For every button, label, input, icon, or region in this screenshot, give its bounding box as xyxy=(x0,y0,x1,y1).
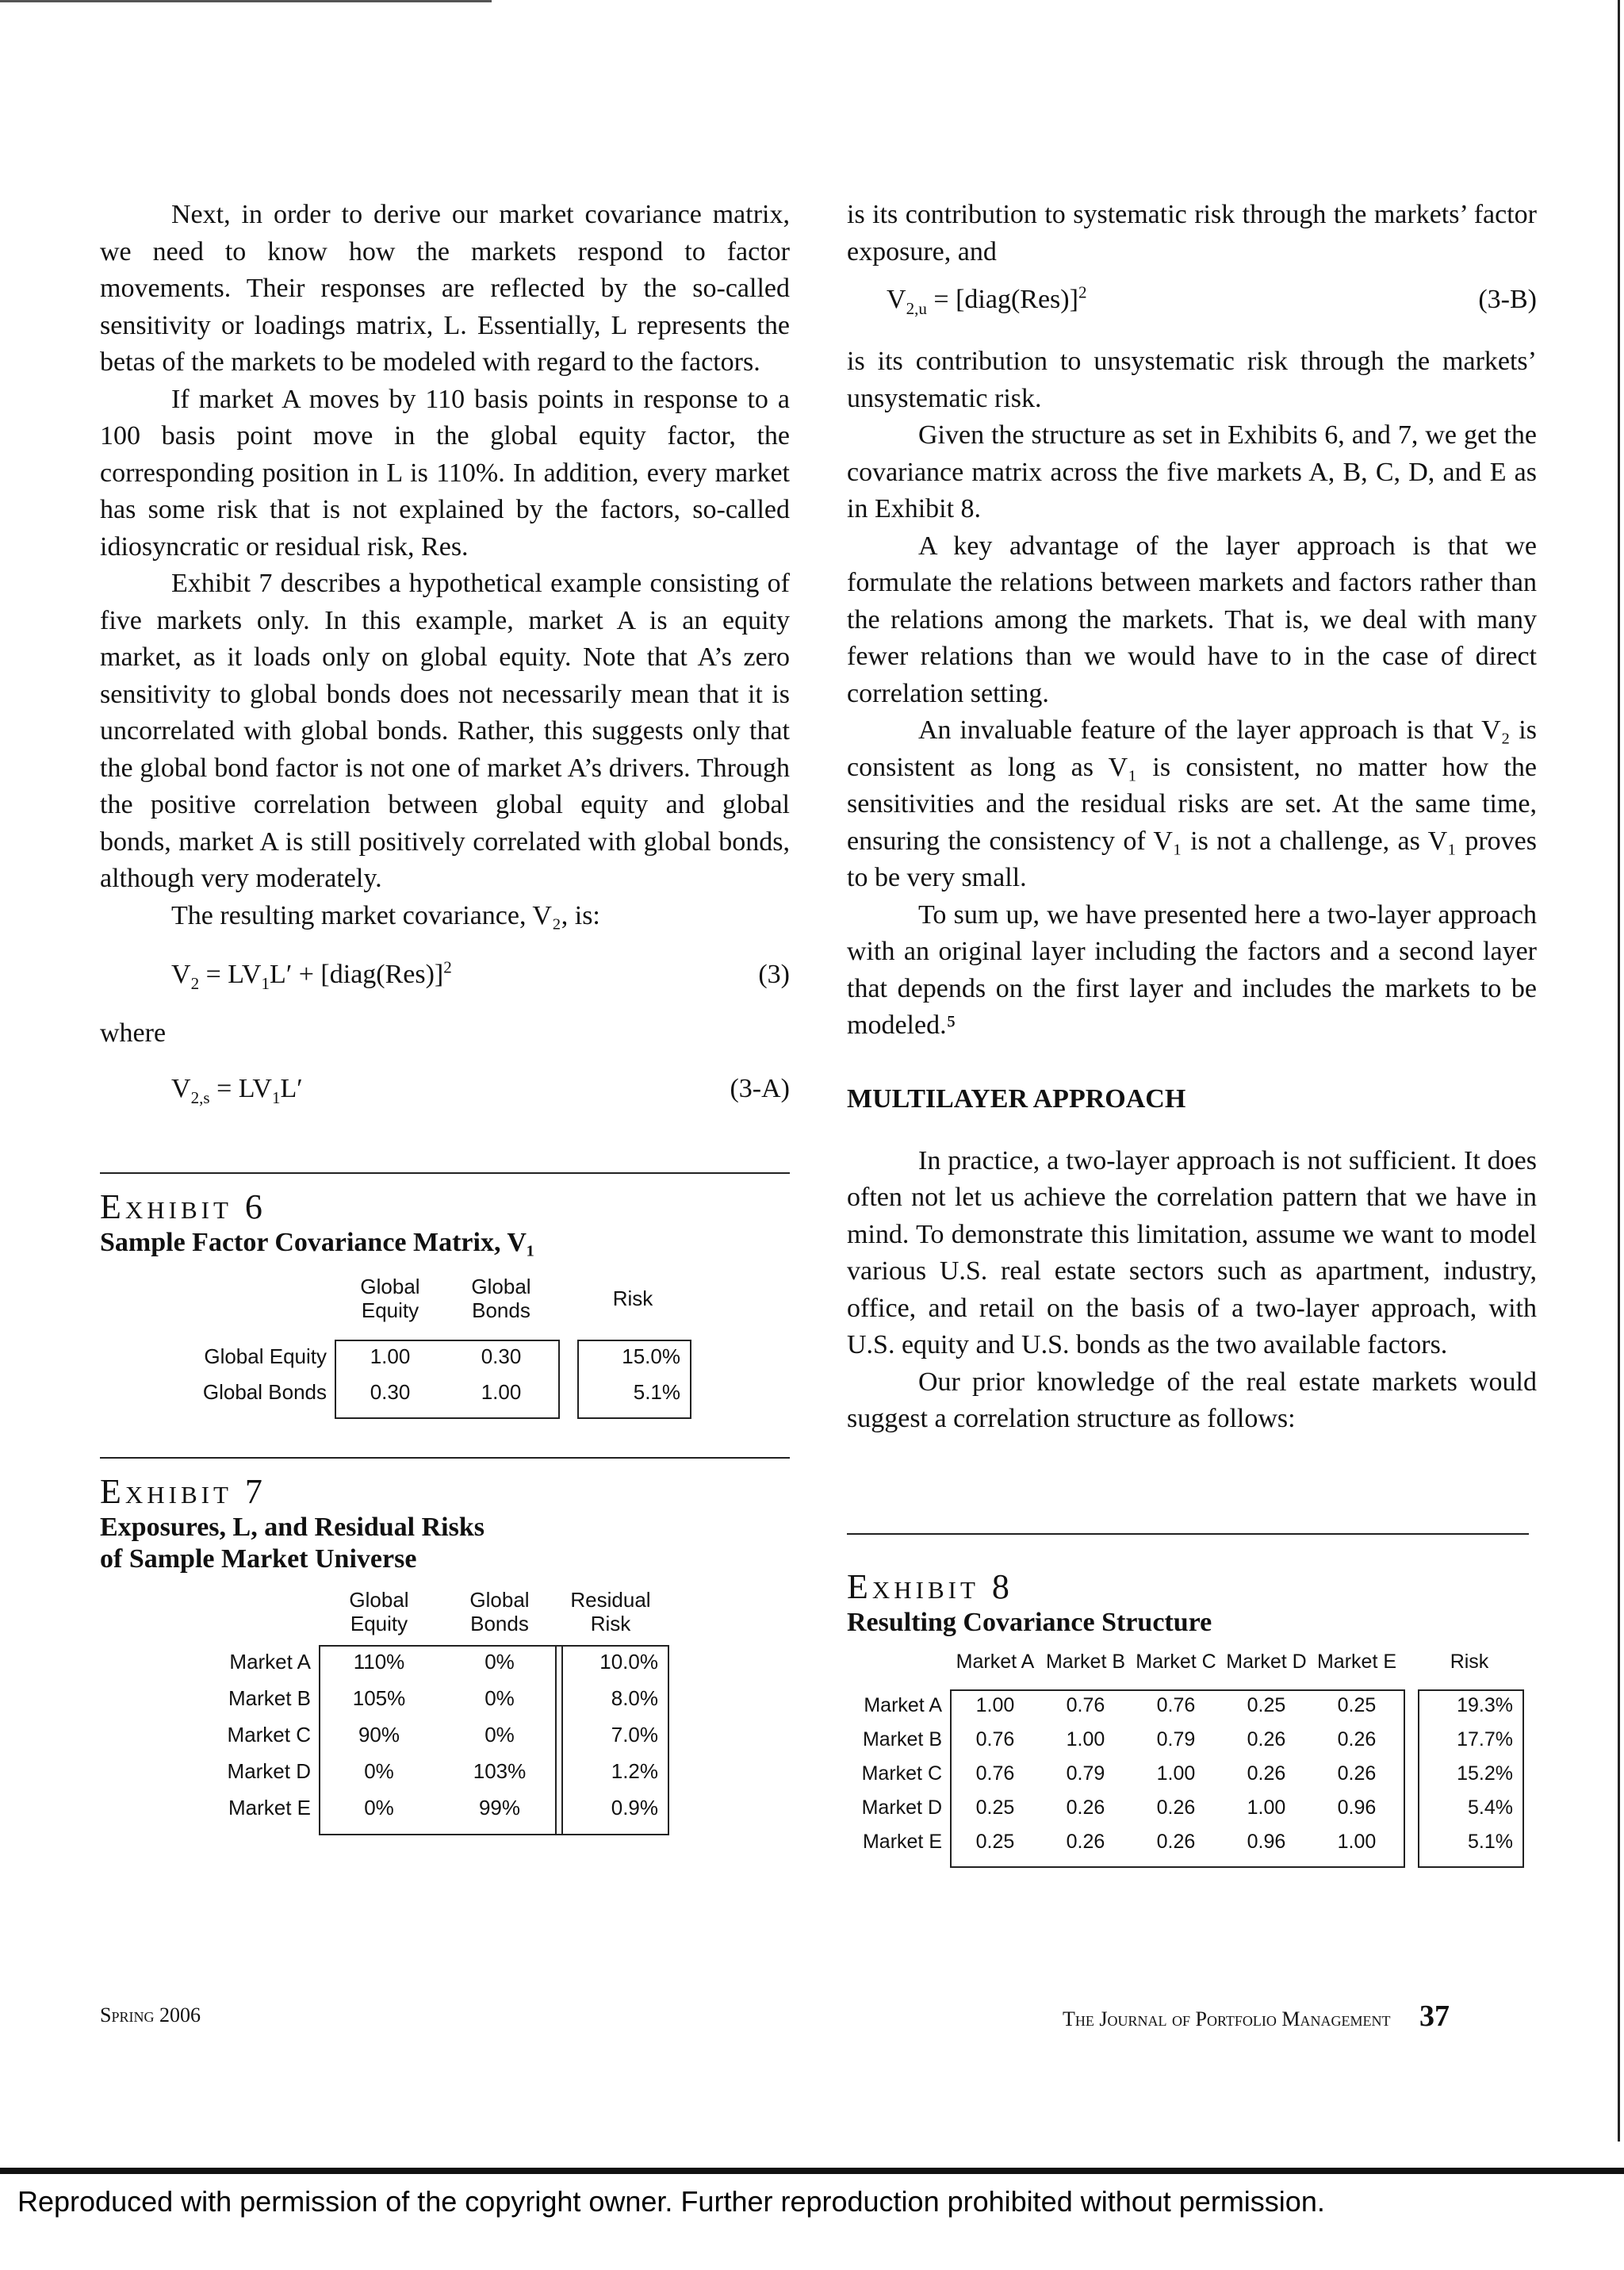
equation-3b-formula: $V_{2,u}$ = [diag(Res)]$^2$ xyxy=(887,282,1087,318)
exhibit-7-title-line-1: Exposures, L, and Residual Risks xyxy=(100,1513,485,1542)
exhibit7-row-label: Market C xyxy=(227,1723,311,1747)
exhibit8-cell: 0.26 xyxy=(1337,1762,1377,1785)
exhibit7-row-label: Market D xyxy=(227,1759,311,1783)
exhibit7-risk-cell: 1.2% xyxy=(611,1759,658,1783)
exhibit8-risk-cell: 15.2% xyxy=(1457,1762,1513,1785)
right-column xyxy=(847,197,1537,1888)
section-heading: MULTILAYER APPROACH xyxy=(847,1083,1186,1114)
exhibit7-risk-header: Residual Risk xyxy=(570,1588,651,1635)
exhibit8-row-label: Market E xyxy=(862,1830,942,1853)
exhibit-6-title: Sample Factor Covariance Matrix, V₁ xyxy=(100,1228,535,1257)
exhibit-6-label: Exhibit 6 xyxy=(100,1187,266,1226)
exhibit-7-label: Exhibit 7 xyxy=(100,1472,266,1511)
exhibit-8-label: Exhibit 8 xyxy=(847,1566,1013,1606)
exhibit8-cell: 0.25 xyxy=(1337,1693,1377,1716)
exhibit-8-rule xyxy=(847,1533,1529,1535)
exhibit8-col-header: Market A xyxy=(956,1650,1035,1673)
exhibit8-cell: 0.96 xyxy=(1247,1830,1286,1853)
where-label: where xyxy=(100,1018,167,1048)
exhibit8-cell: 0.26 xyxy=(1247,1762,1286,1785)
exhibit7-cell: 110% xyxy=(353,1650,405,1674)
exhibit7-cell: 0% xyxy=(364,1796,394,1819)
top-rule xyxy=(0,0,492,2)
exhibit8-cell: 1.00 xyxy=(1066,1727,1105,1750)
equation-3-number: (3) xyxy=(758,960,790,989)
exhibit6-cell: 1.00 xyxy=(481,1380,522,1404)
permission-notice: Reproduced with permission of the copyright owner. Further reproduction prohibited without permission. xyxy=(17,2185,1325,2218)
exhibit8-row-label: Market A xyxy=(864,1693,942,1716)
exhibit8-cell: 0.26 xyxy=(1066,1796,1105,1819)
exhibit8-cell: 0.96 xyxy=(1337,1796,1377,1819)
page-edge xyxy=(1618,0,1620,2142)
page-number: 37 xyxy=(1419,2000,1450,2033)
exhibit6-cell: 1.00 xyxy=(370,1344,411,1368)
exhibit8-cell: 0.26 xyxy=(1247,1727,1286,1750)
left-paragraph-3: Exhibit 7 describes a hypothetical example consisting of five markets only. In this example, market A is an equity market, as it loads only on global equity. Note that A’s zero sensitivity to global bonds does not necessarily mean that it is uncorrelated with global bonds. Rather, this suggests only that the global bond factor is not one of market A’s drivers. Through the positive correlation between global equity and global bonds, market A is still positively correlated with global bonds, although very moderately. xyxy=(100,569,790,893)
right-paragraph-3: Given the structure as set in Exhibits 6, and 7, we get the covariance matrix across the five markets A, B, C, D, and E as in Exhibit 8. xyxy=(847,420,1537,523)
left-column xyxy=(100,197,790,1850)
exhibit8-cell: 1.00 xyxy=(1156,1762,1196,1785)
exhibit6-risk-cell: 5.1% xyxy=(633,1380,680,1404)
exhibit8-col-header: Market E xyxy=(1316,1650,1397,1673)
exhibit8-cell: 1.00 xyxy=(975,1693,1015,1716)
exhibit6-cell: 0.30 xyxy=(370,1380,411,1404)
exhibit6-row-label: Global Bonds xyxy=(202,1380,327,1404)
exhibit-7-table xyxy=(100,1588,790,1850)
exhibit7-row-label: Market A xyxy=(229,1650,311,1674)
exhibit8-row-label: Market B xyxy=(862,1727,942,1750)
exhibit8-risk-header: Risk xyxy=(1450,1650,1489,1673)
exhibit7-col-header: Global Equity xyxy=(349,1588,409,1635)
exhibit7-risk-cell: 7.0% xyxy=(611,1723,658,1747)
equation-3b xyxy=(847,275,1537,343)
exhibit8-cell: 0.76 xyxy=(1156,1693,1196,1716)
exhibit-6-table xyxy=(100,1275,790,1425)
left-paragraph-2: If market A moves by 110 basis points in response to a 100 basis point move in the global equity factor, the corresponding position in L is 110%. In addition, every market has some risk that is not explained by the factors, so-called idiosyncratic or residual risk, Res. xyxy=(100,384,790,562)
exhibit8-risk-cell: 17.7% xyxy=(1457,1727,1513,1750)
exhibit6-col-header: Global Bonds xyxy=(471,1275,531,1322)
left-paragraph-1: Next, in order to derive our market covariance matrix, we need to know how the markets respond to factor movements. Their responses are reflected by the so-called sensitivity or loadings matrix, L. Essentially, L represents the betas of the markets to be modeled with regard to the factors. xyxy=(100,200,790,377)
exhibit7-row-label: Market E xyxy=(228,1796,311,1819)
exhibit7-risk-cell: 0.9% xyxy=(611,1796,658,1819)
exhibit6-row-label: Global Equity xyxy=(204,1344,327,1368)
exhibit8-risk-cell: 19.3% xyxy=(1457,1693,1513,1716)
equation-3a-number: (3-A) xyxy=(730,1074,790,1103)
equation-3a-formula: $V_{2,s} = LV_1L'$ xyxy=(171,1074,303,1107)
exhibit8-col-header: Market C xyxy=(1136,1650,1216,1673)
right-paragraph-2: is its contribution to unsystematic risk through the markets’ unsystematic risk. xyxy=(847,347,1537,413)
exhibit8-cell: 0.76 xyxy=(975,1727,1015,1750)
exhibit-7-title-line-2: of Sample Market Universe xyxy=(100,1544,417,1574)
right-paragraph-5: An invaluable feature of the layer approach is that V₂ is consistent as long as V₁ is consistent, no matter how the sensitivities and the residual risks are set. At the same time, ensuring the consistency of V₁ is not a challenge, as V₁ proves to be very small. xyxy=(847,715,1537,892)
exhibit8-risk-cell: 5.4% xyxy=(1468,1796,1513,1819)
exhibit7-cell: 0% xyxy=(485,1686,515,1710)
exhibit8-col-header: Market B xyxy=(1045,1650,1126,1673)
exhibit8-cell: 0.76 xyxy=(975,1762,1015,1785)
exhibit8-cell: 0.25 xyxy=(975,1796,1015,1819)
exhibit8-cell: 0.79 xyxy=(1156,1727,1196,1750)
exhibit8-cell: 0.25 xyxy=(1247,1693,1286,1716)
exhibit8-cell: 0.76 xyxy=(1066,1693,1105,1716)
exhibit8-cell: 0.26 xyxy=(1156,1830,1196,1853)
footer-journal: The Journal of Portfolio Management xyxy=(1063,2007,1391,2030)
exhibit7-cell: 0% xyxy=(364,1759,394,1783)
right-paragraph-8: Our prior knowledge of the real estate markets would suggest a correlation structure as follows: xyxy=(847,1367,1537,1433)
exhibit7-col-header: Global Bonds xyxy=(469,1588,530,1635)
exhibit7-row-label: Market B xyxy=(228,1686,311,1710)
right-paragraph-4: A key advantage of the layer approach is that we formulate the relations between markets and factors rather than the relations among the markets. That is, we deal with many fewer relations than we would have to in the case of direct correlation setting. xyxy=(847,531,1537,708)
exhibit8-cell: 0.26 xyxy=(1156,1796,1196,1819)
exhibit8-cell: 0.25 xyxy=(975,1830,1015,1853)
exhibit8-row-label: Market D xyxy=(861,1796,942,1819)
exhibit-8-title: Resulting Covariance Structure xyxy=(847,1607,1212,1637)
exhibit8-cell: 1.00 xyxy=(1337,1830,1377,1853)
exhibit6-risk-cell: 15.0% xyxy=(622,1344,680,1368)
equation-3 xyxy=(100,950,790,1018)
equation-3-formula: $V_2 = LV_1L'$ + [diag(Res)]$^2$ xyxy=(171,957,452,993)
exhibit7-risk-cell: 8.0% xyxy=(611,1686,658,1710)
exhibit8-risk-cell: 5.1% xyxy=(1468,1830,1513,1853)
exhibit7-cell: 105% xyxy=(352,1686,406,1710)
exhibit7-cell: 0% xyxy=(485,1723,515,1747)
exhibit8-cell: 0.26 xyxy=(1066,1830,1105,1853)
exhibit7-cell: 103% xyxy=(473,1759,527,1783)
exhibit6-col-header: Global Equity xyxy=(360,1275,420,1322)
exhibit-6-rule xyxy=(100,1172,790,1174)
exhibit7-cell: 0% xyxy=(485,1650,515,1674)
left-paragraph-4: The resulting market covariance, V₂, is: xyxy=(171,900,600,930)
exhibit8-cell: 0.26 xyxy=(1337,1727,1377,1750)
exhibit8-cell: 0.79 xyxy=(1066,1762,1105,1785)
right-paragraph-7: In practice, a two-layer approach is not sufficient. It does often not let us achieve the correlation pattern that we have in mind. To demonstrate this limitation, assume we want to model various U.S. real estate sectors such as apartment, industry, office, and retail on the basis of a two-layer approach, with U.S. equity and U.S. bonds as the two available factors. xyxy=(847,1145,1537,1359)
exhibit8-row-label: Market C xyxy=(861,1762,942,1785)
footer-issue: Spring 2006 xyxy=(100,2004,201,2027)
exhibit7-cell: 90% xyxy=(358,1723,400,1747)
exhibit6-risk-header: Risk xyxy=(612,1286,653,1310)
exhibit8-col-header: Market D xyxy=(1226,1650,1307,1673)
exhibit7-cell: 99% xyxy=(478,1796,521,1819)
exhibit8-cell: 1.00 xyxy=(1247,1796,1286,1819)
right-paragraph-1: is its contribution to systematic risk through the markets’ factor exposure, and xyxy=(847,200,1537,266)
exhibit-8-table xyxy=(847,1650,1537,1888)
right-paragraph-6: To sum up, we have presented here a two-layer approach with an original layer including the factors and a second layer that depends on the first layer and includes the markets to be modeled.⁵ xyxy=(847,899,1537,1040)
exhibit-7-rule xyxy=(100,1457,790,1459)
exhibit7-risk-cell: 10.0% xyxy=(599,1650,658,1674)
footer-journal-line xyxy=(1063,1999,1450,2034)
equation-3a xyxy=(100,1064,790,1133)
exhibit6-cell: 0.30 xyxy=(481,1344,522,1368)
bottom-rule xyxy=(0,2168,1624,2174)
equation-3b-number: (3-B) xyxy=(1478,285,1537,314)
